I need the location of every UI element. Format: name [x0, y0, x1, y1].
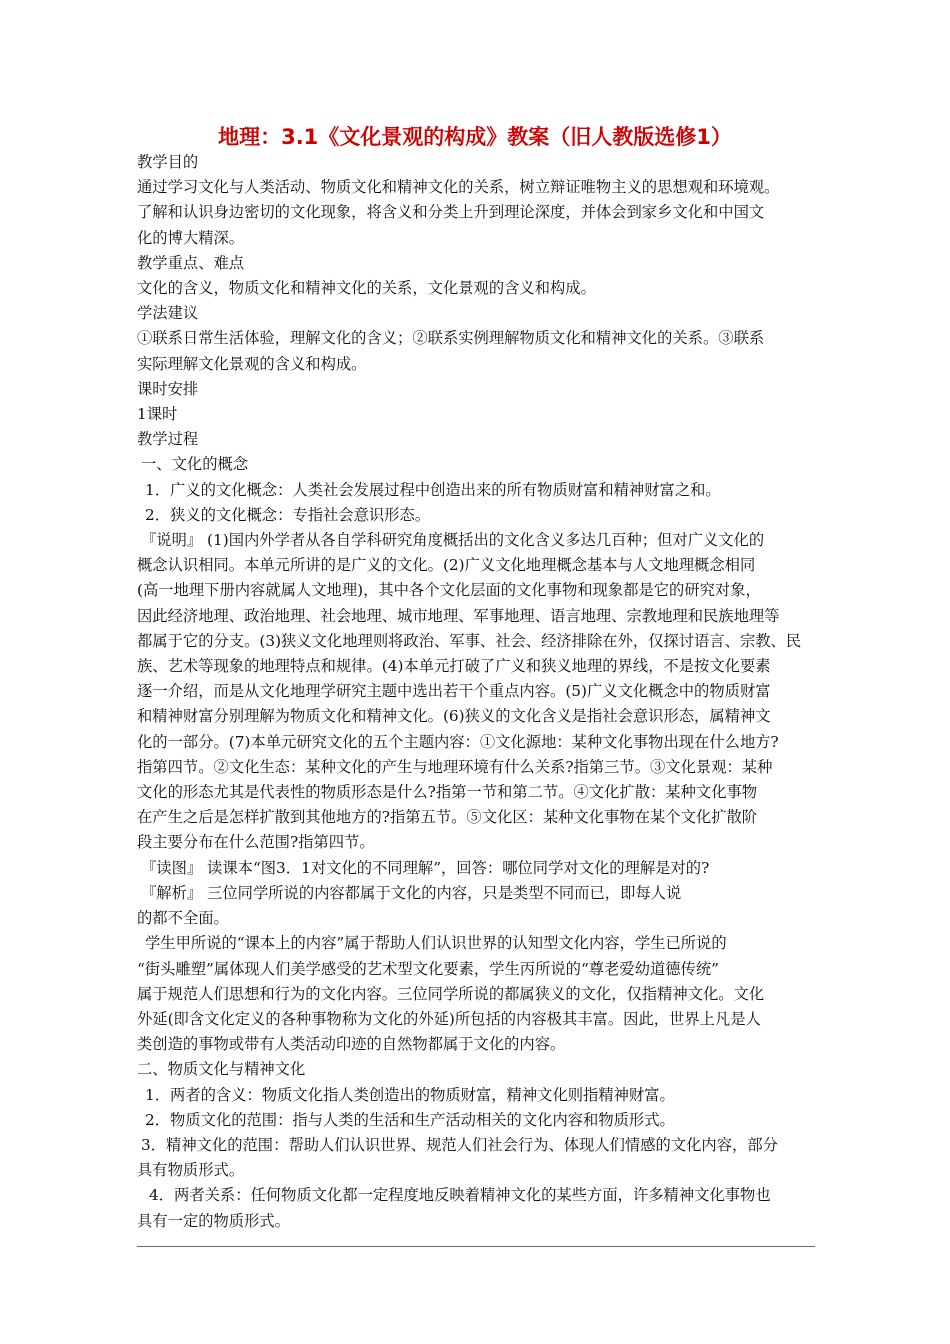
paragraph-line: 『读图』 读课本“图3．1对文化的不同理解”，回答：哪位同学对文化的理解是对的? [141, 858, 710, 877]
section-heading-2: 二、物质文化与精神文化 [137, 1060, 306, 1079]
paragraph-line: 通过学习文化与人类活动、物质文化和精神文化的关系，树立辩证唯物主义的思想观和环境观。 [137, 178, 780, 197]
paragraph-line: 类创造的事物或带有人类活动印迹的自然物都属于文化的内容。 [137, 1035, 566, 1054]
paragraph-line: ①联系日常生活体验，理解文化的含义；②联系实例理解物质文化和精神文化的关系。③联系 [137, 329, 765, 348]
list-item: 3．精神文化的范围：帮助人们认识世界、规范人们社会行为、体现人们情感的文化内容，部分 [141, 1135, 778, 1154]
paragraph-line: 1课时 [137, 405, 178, 424]
paragraph-line: 具有物质形式。 [137, 1161, 245, 1180]
paragraph-line: (高一地理下册内容就属人文地理)，其中各个文化层面的文化事物和现象都是它的研究对象， [137, 581, 761, 600]
list-item: 4．两者关系：任何物质文化都一定程度地反映着精神文化的某些方面，许多精神文化事物也 [149, 1186, 771, 1205]
paragraph-line: 实际理解文化景观的含义和构成。 [137, 354, 367, 373]
paragraph-line: 化的博大精深。 [137, 228, 245, 247]
heading-process: 教学过程 [137, 430, 199, 449]
footer-divider [137, 1246, 815, 1247]
paragraph-line: 逐一介绍，而是从文化地理学研究主题中选出若干个重点内容。(5)广义文化概念中的物质财富 [137, 682, 771, 701]
paragraph-line: 外延(即含文化定义的各种事物称为文化的外延)所包括的内容极其丰富。因此，世界上凡是人 [137, 1009, 761, 1028]
list-item: 2．物质文化的范围：指与人类的生活和生产活动相关的文化内容和物质形式。 [145, 1110, 675, 1129]
document-title: 地理：3.1《文化景观的构成》教案（旧人教版选修1） [218, 125, 732, 149]
paragraph-line: 『解析』 三位同学所说的内容都属于文化的内容，只是类型不同而已，即每人说 [141, 883, 682, 902]
paragraph-line: 的都不全面。 [137, 909, 229, 928]
paragraph-line: 指第四节。②文化生态：某种文化的产生与地理环境有什么关系?指第三节。③文化景观：某种 [137, 757, 773, 776]
heading-key-points: 教学重点、难点 [137, 253, 245, 272]
paragraph-line: 『说明』 (1)国内外学者从各自学科研究角度概括出的文化含义多达几百种；但对广义文化的 [141, 531, 765, 550]
heading-teaching-goal: 教学目的 [137, 153, 199, 171]
paragraph-line: 概念认识相同。本单元所讲的是广义的文化。(2)广义文化地理概念基本与人文地理概念相同 [137, 556, 756, 575]
list-item: 2．狭义的文化概念：专指社会意识形态。 [145, 505, 431, 524]
heading-schedule: 课时安排 [137, 379, 199, 398]
paragraph-line: 在产生之后是怎样扩散到其他地方的?指第五节。⑤文化区：某种文化事物在某个文化扩散阶 [137, 808, 758, 827]
paragraph-line: “街头雕塑”属体现人们美学感受的艺术型文化要素，学生丙所说的“尊老爱幼道德传统” [137, 959, 719, 978]
paragraph-line: 和精神财富分别理解为物质文化和精神文化。(6)狭义的文化含义是指社会意识形态，属精神文 [137, 707, 771, 726]
paragraph-line: 都属于它的分支。(3)狭义文化地理则将政治、军事、社会、经济排除在外，仅探讨语言、宗教、民 [137, 631, 802, 650]
paragraph-line: 属于规范人们思想和行为的文化内容。三位同学所说的都属狭义的文化，仅指精神文化。文化 [137, 984, 765, 1003]
section-heading-1: 一、文化的概念 [141, 455, 249, 474]
paragraph-line: 族、艺术等现象的地理特点和规律。(4)本单元打破了广义和狭义地理的界线，不是按文化要素 [137, 657, 771, 676]
paragraph-line: 学生甲所说的“课本上的内容”属于帮助人们认识世界的认知型文化内容，学生已所说的 [145, 934, 727, 953]
document-body [137, 150, 817, 1234]
paragraph-line: 具有一定的物质形式。 [137, 1211, 290, 1230]
paragraph-line: 因此经济地理、政治地理、社会地理、城市地理、军事地理、语言地理、宗教地理和民族地理等 [137, 606, 780, 625]
heading-study-advice: 学法建议 [137, 304, 199, 323]
paragraph-line: 了解和认识身边密切的文化现象，将含义和分类上升到理论深度，并体会到家乡文化和中国文 [137, 203, 765, 222]
paragraph-line: 文化的含义，物质文化和精神文化的关系，文化景观的含义和构成。 [137, 279, 596, 298]
paragraph-line: 化的一部分。(7)本单元研究文化的五个主题内容：①文化源地：某种文化事物出现在什么地方? [137, 732, 779, 751]
list-item: 1．两者的含义：物质文化指人类创造出的物质财富，精神文化则指精神财富。 [145, 1085, 675, 1104]
paragraph-line: 文化的形态尤其是代表性的物质形态是什么?指第一节和第二节。④文化扩散：某种文化事物 [137, 783, 758, 802]
list-item: 1．广义的文化概念：人类社会发展过程中创造出来的所有物质财富和精神财富之和。 [145, 480, 721, 499]
paragraph-line: 段主要分布在什么范围?指第四节。 [137, 833, 375, 852]
